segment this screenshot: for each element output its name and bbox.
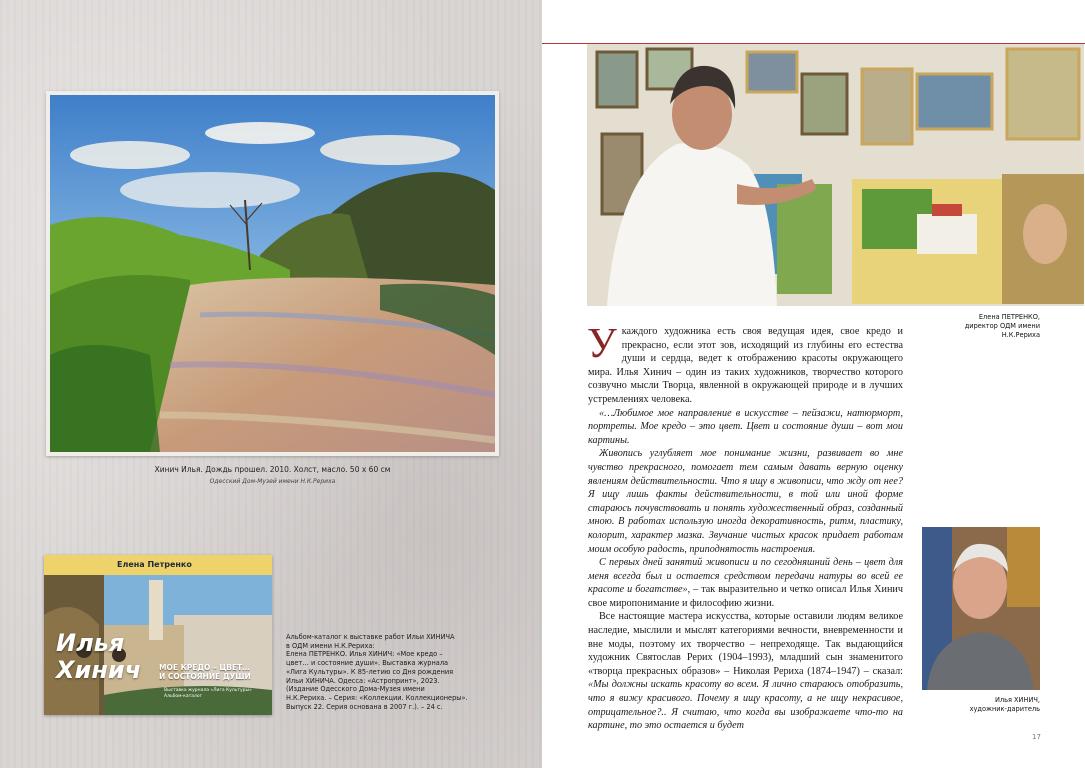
book-small-text xyxy=(164,688,252,700)
book-caption xyxy=(286,633,486,711)
paragraph-text: – так выразительно и четко описал Илья Хинич свое миропонимание и философию жизни. xyxy=(588,584,903,609)
drop-cap: У xyxy=(587,321,617,367)
article-paragraph xyxy=(587,321,903,407)
caption-ilya-line: Илья ХИНИЧ, xyxy=(994,696,1040,704)
photo-ilya-hinich xyxy=(922,527,1040,690)
paragraph-quote: «Мы должны искать красоту во всем. Я лично стараюсь отобразить, что я вижу красивого. Почему я ищу красоту, а не ищу некрасивое, отрицательное?.. Я считаю, что когда вы изображаете что-то на картине, то это остается и будет xyxy=(588,679,903,732)
book-caption-line: «Лига Культуры». К 85-летию со Дня рождения xyxy=(286,667,454,676)
caption-elena xyxy=(932,313,1040,340)
paragraph-quote: С первых дней занятий живописи и по сегодняшний день – цвет для меня всегда был и остается средством передачи натуры во всей ее красоте и богатстве», xyxy=(588,557,903,596)
landscape-painting xyxy=(50,95,495,452)
article-paragraph: Живопись углубляет мое понимание жизни, развивает во мне чувство прекрасного, помогает тем самым давать верную оценку явлениям действительности. Что я ищу в живописи, что жду от нее? Я ищу лишь факты действительности, в той или иной форме стараюсь почувствовать и понять художественный образ, созданный мною. В работах использую иногда декоративность, ритм, пластику, колорит, характер мазка. Звучание чистых красок придает работам моим особую радость, приподнятость настроения. xyxy=(588,448,903,555)
caption-ilya-line: художник-даритель xyxy=(969,705,1040,713)
book-caption-line: в ОДМ имени Н.К.Рериха: xyxy=(286,641,375,650)
book-subtitle-line: МОЕ КРЕДО – ЦВЕТ… xyxy=(159,663,250,672)
left-page xyxy=(0,0,542,768)
paragraph-text: Все настоящие мастера искусства, которые оставили людям великое наследие, мыслили и мыслят категориями вечности, вневременности и вне моды, поэтому их творчество – непреходяще. Так выдающийся художник Святослав Рерих (1904–1993), младший сын знаменитого «творца прекрасных образов» – Николая Рериха (1874–1947) – сказал: xyxy=(588,611,903,677)
book-caption-line: Ильи ХИНИЧА. Одесса: «Астропринт», 2023. xyxy=(286,676,440,685)
book-caption-line: Н.К.Рериха. – Серия: «Коллекции. Коллекционеры». xyxy=(286,693,468,702)
book-title-line: Хинич xyxy=(56,656,142,684)
book-small-line: Выставка журнала «Лига Культуры» xyxy=(164,688,252,693)
article-paragraph: «…Любимое мое направление в искусстве – пейзажи, натюрморт, портреты. Мое кредо – это цвет. Цвет и состояние души – вот мои картины. xyxy=(588,407,903,446)
book-cover xyxy=(44,555,272,715)
page-number: 17 xyxy=(1032,733,1041,741)
caption-elena-line: Елена ПЕТРЕНКО, xyxy=(978,313,1040,321)
book-title-line: Илья xyxy=(56,629,125,657)
photo-elena-petrenko xyxy=(587,44,1084,306)
right-page xyxy=(542,0,1085,768)
article-paragraph xyxy=(588,556,903,610)
book-small-line: Альбом-каталог xyxy=(164,694,203,699)
caption-elena-line: Н.К.Рериха xyxy=(1001,331,1040,339)
book-caption-line: Выпуск 22. Серия основана в 2007 г.). – 24 с. xyxy=(286,702,443,711)
book-caption-line: Елена ПЕТРЕНКО. Илья ХИНИЧ: «Мое кредо – xyxy=(286,650,443,659)
article-body xyxy=(587,321,903,733)
painting-credit: Одесский Дом-Музей имени Н.К.Рериха xyxy=(209,478,336,485)
painting-caption: Хинич Илья. Дождь прошел. 2010. Холст, масло. 50 х 60 см xyxy=(154,465,391,474)
book-subtitle-line: И СОСТОЯНИЕ ДУШИ xyxy=(159,672,251,681)
article-paragraph xyxy=(588,610,903,732)
painting-frame xyxy=(46,91,499,456)
caption-ilya xyxy=(922,696,1040,714)
book-caption-line: (Издание Одесского Дома-Музея имени xyxy=(286,685,425,694)
book-caption-line: цвет… и состояние души». Выставка журнала xyxy=(286,659,449,668)
book-author: Елена Петренко xyxy=(117,560,192,569)
book-caption-line: Альбом-каталог к выставке работ Ильи ХИНИЧА xyxy=(286,633,455,641)
book-title xyxy=(56,630,141,684)
paragraph-text: каждого художника есть своя ведущая идея, свое кредо и прекрасно, если этот зов, исходящий из глубины его естества души и сердца, ведет к отображению красоты окружающего мира. Илья Хинич – один из таких художников, творчество которого созвучно мысли Творца, явленной в окружающей природе и в лучших устремлениях человека. xyxy=(588,326,903,405)
caption-elena-line: директор ОДМ имени xyxy=(964,322,1040,330)
book-subtitle xyxy=(159,663,251,681)
